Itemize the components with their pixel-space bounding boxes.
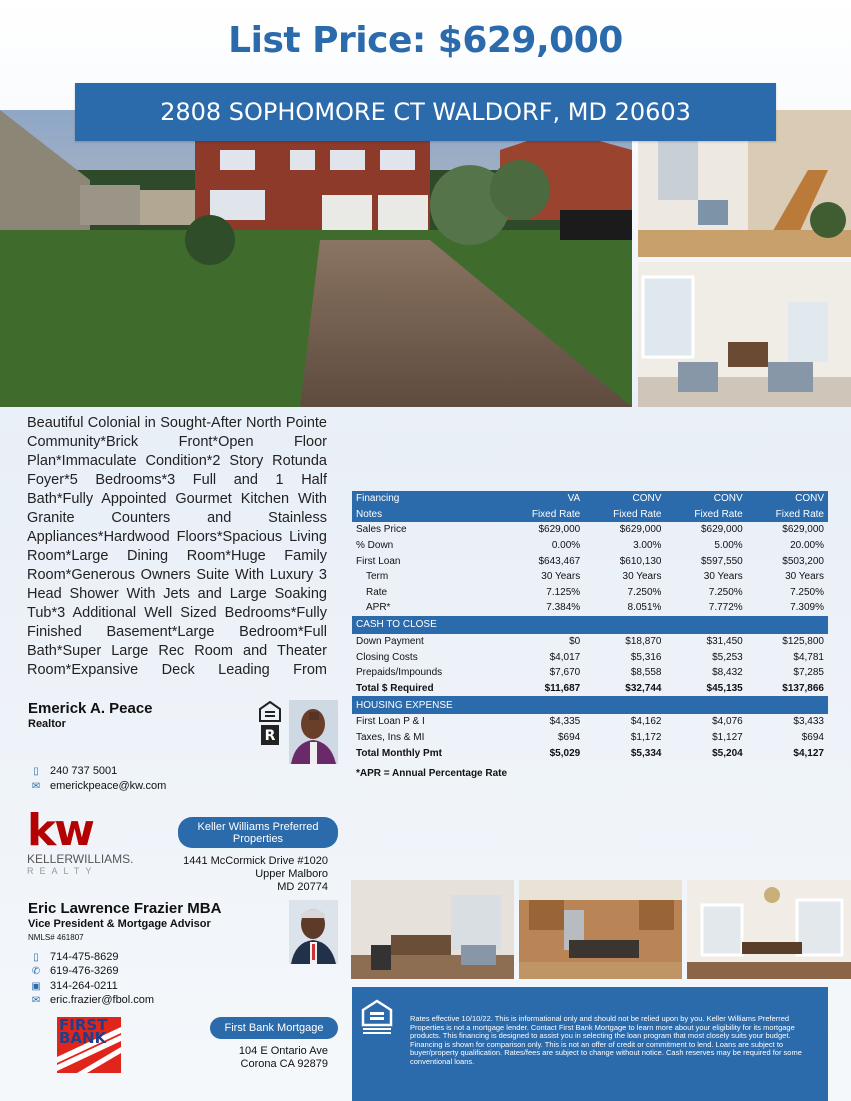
table-row: [352, 745, 828, 761]
lo-fax-row: [30, 980, 118, 992]
table-row: [352, 649, 828, 665]
row-label: HOUSING EXPENSE: [352, 696, 503, 714]
row-value: $3,433: [793, 716, 824, 728]
office-name: Keller Williams Preferred Properties: [197, 820, 319, 845]
row-value: $32,744: [625, 682, 662, 694]
table-row: [352, 522, 828, 538]
agent-email[interactable]: emerickpeace@kw.com: [50, 780, 167, 792]
row-value: $45,135: [706, 682, 743, 694]
row-value: [747, 616, 828, 634]
property-address: 2808 SOPHOMORE CT WALDORF, MD 20603: [160, 98, 691, 126]
row-value: $0: [569, 636, 581, 648]
email-icon: ✉: [31, 780, 41, 792]
financing-table: [352, 491, 828, 761]
table-row: [352, 585, 828, 601]
dining-room-photo: [687, 880, 851, 979]
row-label: CASH TO CLOSE: [352, 616, 503, 634]
row-value: $4,017: [549, 651, 581, 663]
mobile-phone-icon: ▯: [33, 765, 39, 777]
equal-housing-lender-icon: [361, 999, 393, 1035]
row-value: $5,334: [630, 747, 662, 759]
row-label: Prepaids/Impounds: [356, 667, 443, 679]
kw-logo-realty: REALTY: [27, 866, 98, 876]
table-row: [352, 730, 828, 746]
row-value: $7,285: [793, 667, 824, 679]
property-address-banner: [75, 83, 776, 141]
row-value: 30 Years: [541, 571, 581, 583]
disclaimer-panel: [352, 987, 828, 1101]
row-value: 0.00%: [551, 540, 581, 552]
table-row: [352, 665, 828, 681]
row-value: $4,335: [549, 716, 581, 728]
row-value: $1,172: [630, 732, 662, 744]
exterior-photo: [0, 110, 632, 407]
row-value: $597,550: [700, 555, 743, 567]
row-value: [665, 696, 746, 714]
row-value: $4,781: [793, 651, 824, 663]
row-value: 30 Years: [703, 571, 743, 583]
lender-name-pill: [210, 1017, 338, 1039]
row-value: $629,000: [700, 524, 743, 536]
row-value: $5,204: [712, 747, 743, 759]
row-value: $5,253: [712, 651, 743, 663]
row-value: $643,467: [538, 555, 581, 567]
row-value: $629,000: [782, 524, 824, 536]
agent-headshot: [289, 700, 338, 764]
lo-phone1-row: [30, 951, 119, 963]
row-value: $11,687: [544, 682, 581, 694]
row-value: 7.772%: [708, 602, 743, 614]
mobile-phone-icon: ▯: [33, 951, 39, 963]
office-address-line2: Upper Malboro: [255, 868, 328, 880]
row-value: Fixed Rate: [747, 507, 828, 523]
table-row: [352, 553, 828, 569]
row-label: Total Monthly Pmt: [356, 747, 442, 759]
row-value: $610,130: [619, 555, 662, 567]
loan-officer-nmls: NMLS# 461807: [28, 933, 84, 942]
row-value: $125,800: [782, 636, 824, 648]
row-value: $629,000: [619, 524, 662, 536]
phone-icon: ✆: [31, 965, 41, 977]
lo-fax[interactable]: 314-264-0211: [50, 980, 118, 992]
row-value: $8,432: [712, 667, 743, 679]
row-value: [503, 616, 584, 634]
kitchen-photo: [519, 880, 682, 979]
row-label: Notes: [352, 507, 503, 523]
lender-address-line2: Corona CA 92879: [240, 1058, 328, 1070]
list-price-title: List Price: $629,000: [228, 20, 623, 61]
row-label: First Loan P & I: [356, 716, 425, 728]
loan-officer-title: Vice President & Mortgage Advisor: [28, 918, 211, 930]
row-value: 30 Years: [622, 571, 662, 583]
lo-phone2[interactable]: 619-476-3269: [50, 965, 119, 977]
lender-name: First Bank Mortgage: [224, 1022, 324, 1034]
row-label: Closing Costs: [356, 651, 418, 663]
row-label: Taxes, Ins & MI: [356, 732, 425, 744]
row-value: $1,127: [712, 732, 743, 744]
row-value: $503,200: [782, 555, 824, 567]
lo-phone1[interactable]: 714-475-8629: [50, 951, 119, 963]
row-value: CONV: [665, 491, 746, 507]
office-name-pill: [178, 817, 338, 848]
row-value: 3.00%: [633, 540, 662, 552]
table-row: [352, 538, 828, 554]
row-value: $5,316: [630, 651, 662, 663]
cash-to-close-section-header: [352, 616, 828, 634]
row-value: [665, 616, 746, 634]
fax-icon: ▣: [31, 980, 41, 992]
office-room-photo: [351, 880, 514, 979]
row-value: $5,029: [549, 747, 581, 759]
row-value: 5.00%: [714, 540, 743, 552]
row-label: Financing: [352, 491, 503, 507]
office-address-line3: MD 20774: [277, 881, 328, 893]
row-label: Down Payment: [356, 636, 424, 648]
row-value: [503, 696, 584, 714]
lender-address-line1: 104 E Ontario Ave: [238, 1045, 328, 1057]
row-value: 7.250%: [790, 586, 824, 598]
row-value: $4,076: [712, 716, 743, 728]
living-room-photo: [638, 262, 851, 407]
row-value: 7.250%: [627, 586, 662, 598]
first-bank-logo-line2: BANK: [59, 1029, 107, 1047]
row-value: 7.125%: [546, 586, 581, 598]
row-value: $694: [801, 732, 824, 744]
agent-role: Realtor: [28, 718, 66, 730]
agent-name: Emerick A. Peace: [28, 700, 153, 717]
property-description: Beautiful Colonial in Sought-After North Pointe Community*Brick Front*Open Floor Plan*Immaculate Condition*2 Story Rotunda Foyer*5 Bedrooms*3 Full and 1 Half Bath*Fully Appointed Gourmet Kitchen With Granite Counters and Stainless Appliances*Hardwood Floors*Spacious Living Room*Large Dining Room*Huge Family Room*Generous Owners Suite With Luxury 3 Head Shower With Jets and Large Soaking Tub*3 Additional Well Sized Bedrooms*Fully Finished Basement*Large Bedroom*Full Bath*Super Large Rec Room and Theater Room*Expansive Deck Leading From: [27, 415, 327, 678]
row-label: Sales Price: [356, 524, 407, 536]
row-value: $31,450: [706, 636, 743, 648]
row-value: $629,000: [538, 524, 581, 536]
row-value: Fixed Rate: [665, 507, 746, 523]
lo-phone2-row: [30, 965, 119, 977]
row-value: [584, 696, 665, 714]
email-icon: ✉: [31, 994, 41, 1006]
agent-phone-row: [30, 765, 117, 777]
kw-logo-mark: kw: [27, 805, 93, 856]
row-value: 8.051%: [627, 602, 662, 614]
row-value: $694: [557, 732, 581, 744]
row-value: 30 Years: [785, 571, 824, 583]
disclaimer-text: Rates effective 10/10/22. This is informational only and should not be relied upon by you. Keller Williams Preferred Properties is not a mortgage lender. Contact First Bank Mortgage to learn more about your eligibility for its mortgage products. This financing is designed to assist you in selecting the loan program that most closely suits your budget. Financing is shown for comparison only. This is not an offer of credit or commitment to lend. Loans are subject to buyer/property qualification. Rates/fees are subject to change without notice. Cash reserves may be required for some conventional loans.: [410, 1014, 802, 1066]
row-value: 7.309%: [790, 602, 824, 614]
lender-address: [239, 1045, 328, 1071]
row-value: VA: [503, 491, 584, 507]
row-value: $7,670: [549, 667, 581, 679]
table-row: [352, 600, 828, 616]
row-value: $4,162: [630, 716, 662, 728]
row-value: CONV: [747, 491, 828, 507]
row-value: $18,870: [625, 636, 662, 648]
first-bank-logo-line1: FIRST: [59, 1017, 108, 1034]
row-label: APR*: [366, 602, 391, 614]
row-value: 20.00%: [790, 540, 824, 552]
office-address: [183, 855, 328, 894]
financing-header-row: [352, 491, 828, 507]
row-label: Rate: [366, 586, 388, 598]
keller-williams-logo: [27, 805, 147, 876]
lo-email[interactable]: eric.frazier@fbol.com: [50, 994, 155, 1006]
notes-header-row: [352, 507, 828, 523]
row-label: Total $ Required: [356, 682, 434, 694]
row-value: Fixed Rate: [584, 507, 665, 523]
row-value: 7.384%: [546, 602, 581, 614]
loan-officer-name: Eric Lawrence Frazier MBA: [28, 900, 222, 917]
row-value: $137,866: [782, 682, 824, 694]
equal-housing-realtor-icons: [258, 701, 282, 747]
table-row: [352, 569, 828, 585]
table-row: [352, 714, 828, 730]
first-bank-logo: [57, 1017, 121, 1073]
lo-email-row: [30, 994, 154, 1006]
row-value: CONV: [584, 491, 665, 507]
loan-officer-headshot: [289, 900, 338, 964]
row-label: Term: [366, 571, 389, 583]
housing-expense-section-header: [352, 696, 828, 714]
row-value: Fixed Rate: [503, 507, 584, 523]
row-value: [584, 616, 665, 634]
table-row: [352, 681, 828, 697]
row-value: $4,127: [793, 747, 824, 759]
apr-note: *APR = Annual Percentage Rate: [356, 768, 508, 779]
row-label: First Loan: [356, 555, 401, 567]
row-value: 7.250%: [708, 586, 743, 598]
row-value: [747, 696, 828, 714]
office-address-line1: 1441 McCormick Drive #1020: [183, 855, 328, 867]
kw-logo-wordmark: KELLERWILLIAMS.: [27, 852, 134, 866]
agent-phone[interactable]: 240 737 5001: [50, 765, 118, 777]
table-row: [352, 634, 828, 650]
row-value: $8,558: [630, 667, 662, 679]
svg-text:R: R: [264, 728, 276, 744]
row-label: % Down: [356, 540, 394, 552]
agent-email-row: [30, 780, 166, 792]
